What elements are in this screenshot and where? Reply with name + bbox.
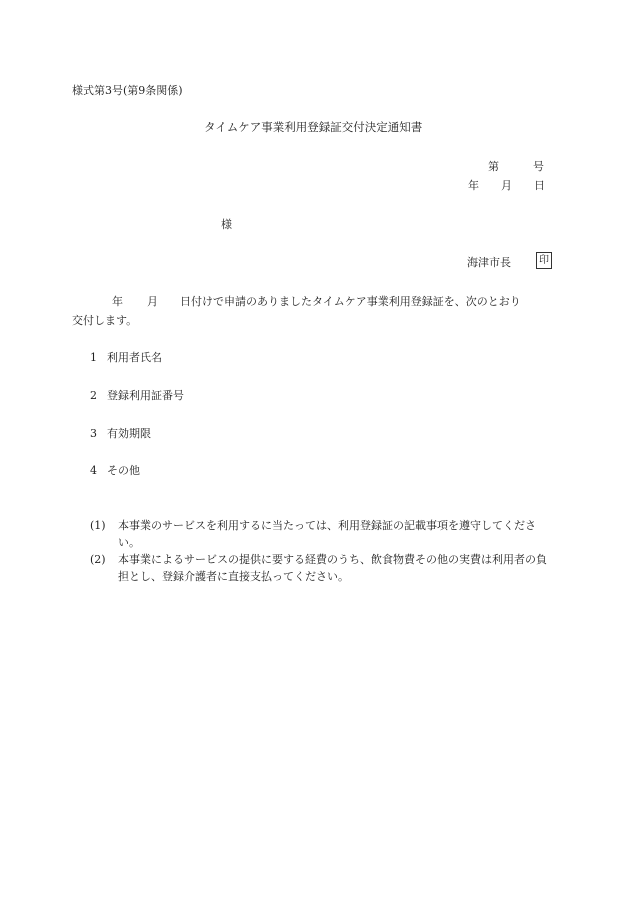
number-go-label: 号 (533, 160, 544, 173)
item-other (90, 462, 140, 478)
document-title: タイムケア事業利用登録証交付決定通知書 (204, 120, 423, 134)
form-number: 様式第3号(第9条関係) (72, 84, 183, 97)
date-month-label: 月 (501, 179, 512, 192)
note-number: (2) (90, 553, 106, 566)
body-text-line2: 交付します。 (72, 314, 138, 327)
item-label: その他 (107, 464, 140, 477)
item-registration-number (90, 387, 184, 403)
item-label: 利用者氏名 (107, 351, 162, 364)
note-2 (90, 551, 555, 585)
seal-stamp: 印 (536, 252, 552, 269)
issue-date-line (468, 179, 545, 193)
note-1 (90, 517, 555, 551)
date-year-label: 年 (468, 179, 479, 192)
item-validity-period (90, 425, 151, 441)
body-line-1 (72, 292, 562, 311)
item-number: 2 (90, 389, 97, 402)
item-label: 有効期限 (107, 427, 151, 440)
issuer-name: 海津市長 (467, 256, 511, 269)
body-text-line1: 日付けで申請のありましたタイムケア事業利用登録証を、次のとおり (180, 295, 521, 308)
note-text: 本事業によるサービスの提供に要する経費のうち、飲食物費その他の実費は利用者の負担とし、登録介護者に直接支払ってください。 (118, 553, 547, 583)
date-day-label: 日 (534, 179, 545, 192)
body-year-label: 年 (112, 295, 123, 308)
body-paragraph (72, 292, 562, 330)
item-number: 1 (90, 351, 97, 364)
item-user-name (90, 349, 162, 365)
notes-section (90, 517, 555, 585)
note-number: (1) (90, 519, 106, 532)
item-number: 4 (90, 464, 97, 477)
document-number-line (488, 160, 544, 174)
item-number: 3 (90, 427, 97, 440)
body-month-label: 月 (147, 295, 158, 308)
number-dai-label: 第 (488, 160, 499, 173)
note-text: 本事業のサービスを利用するに当たっては、利用登録証の記載事項を遵守してください。 (118, 519, 536, 549)
item-label: 登録利用証番号 (107, 389, 184, 402)
addressee-honorific: 様 (221, 218, 232, 231)
